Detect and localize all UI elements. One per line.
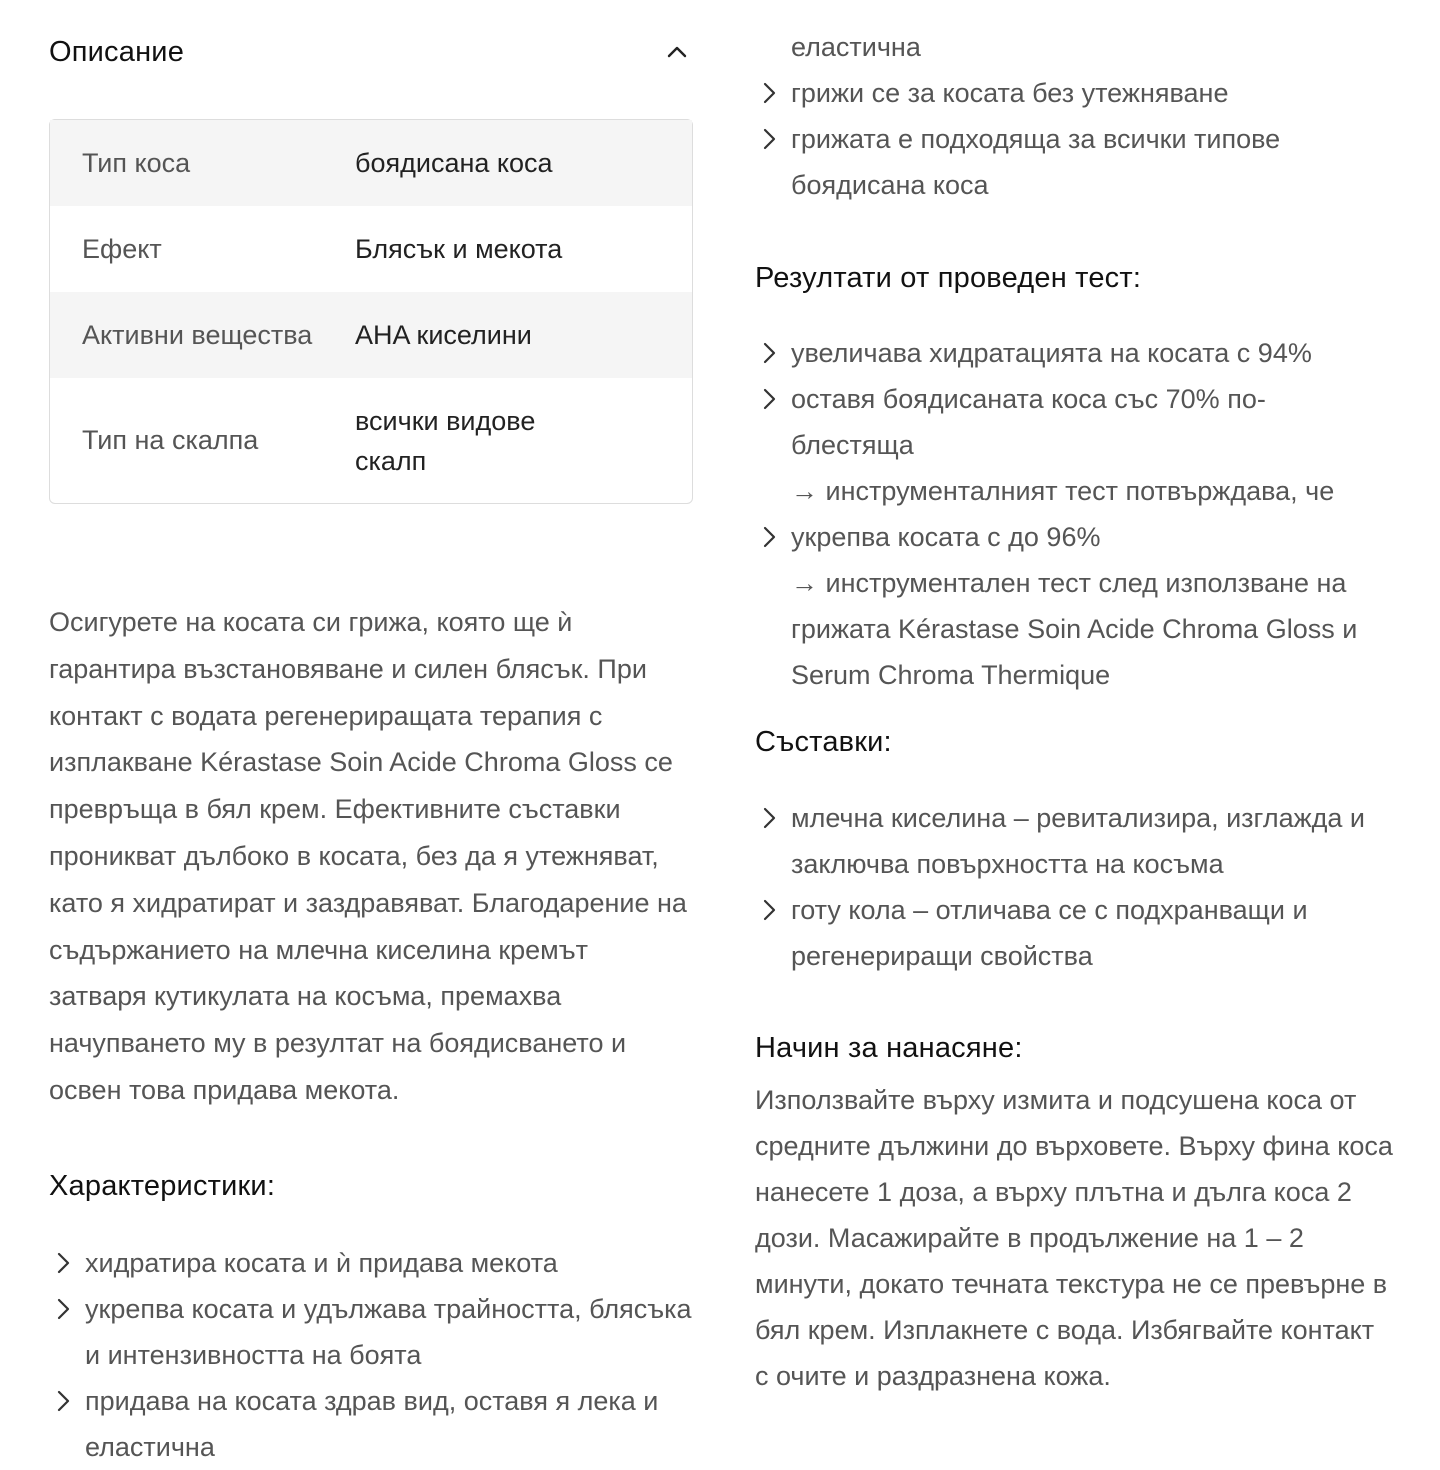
chevron-right-icon [53, 1297, 73, 1321]
spec-row [50, 120, 692, 206]
feature-text: грижата е подходяща за всички типове боядисана коса [791, 124, 1281, 200]
test-results-list [755, 330, 1395, 698]
features-list [49, 1240, 693, 1470]
test-results-title: Резултати от проведен тест: [755, 262, 1142, 294]
feature-text: хидратира косата и ѝ придава мекота [85, 1248, 558, 1278]
ingredient-text: готу кола – отличава се с подхранващи и регенериращи свойства [791, 895, 1308, 971]
spec-label: Тип на скалпа [82, 425, 259, 455]
description-accordion-header[interactable] [49, 30, 693, 74]
spec-value: AHA киселини [355, 320, 532, 350]
list-item [49, 1378, 693, 1470]
chevron-right-icon [53, 1389, 73, 1413]
spec-value: всички видове скалп [355, 405, 536, 476]
features-continued [755, 24, 1395, 208]
feature-continuation-text: еластична [791, 32, 921, 62]
features-list-viewport [49, 1240, 693, 1462]
list-item [755, 70, 1395, 116]
usage-text: Използвайте върху измита и подсушена коса от средните дължини до върховете. Върху фина коса нанесете 1 доза, а върху плътна и дълга коса 2 дози. Масажирайте в продължение на 1 – 2 минути, докато течната текстура не се превърне в бял крем. Изплакнете с вода. Избягвайте контакт с очите и раздразнена кожа. [755, 1085, 1393, 1391]
test-results-viewport [755, 330, 1395, 710]
result-text: оставя боядисаната коса със 70% по-блестяща [791, 384, 1266, 460]
list-item [49, 1286, 693, 1378]
list-item [755, 376, 1395, 514]
spec-row [50, 378, 692, 503]
chevron-up-icon[interactable] [663, 38, 691, 66]
spec-table [49, 119, 693, 504]
ingredients-viewport [755, 795, 1395, 979]
feature-text: придава на косата здрав вид, оставя я лека и еластична [85, 1386, 659, 1462]
features-title: Характеристики: [49, 1170, 276, 1202]
chevron-right-icon [759, 341, 779, 365]
spec-row [50, 292, 692, 378]
spec-label: Активни вещества [82, 319, 313, 350]
result-text: увеличава хидратацията на косата с 94% [791, 338, 1312, 368]
list-item [755, 795, 1395, 887]
description-title: Описание [49, 35, 185, 68]
result-note: → инструментален тест след използване на грижата Kérastase Soin Acide Chroma Gloss и Serum Chroma Thermique [791, 568, 1358, 690]
ingredients-list [755, 795, 1395, 979]
chevron-right-icon [53, 1251, 73, 1275]
list-item [755, 116, 1395, 208]
list-item [755, 330, 1395, 376]
list-item [49, 1240, 693, 1286]
feature-text: укрепва косата и удължава трайността, блясъка и интензивността на боята [85, 1294, 692, 1370]
result-text: укрепва косата с до 96% [791, 522, 1101, 552]
spec-value: боядисана коса [355, 148, 553, 178]
chevron-right-icon [759, 81, 779, 105]
ingredient-text: млечна киселина – ревитализира, изглажда и заключва повърхността на косъма [791, 803, 1366, 879]
list-item [755, 887, 1395, 979]
chevron-right-icon [759, 525, 779, 549]
features-list-continued [755, 70, 1395, 208]
chevron-right-icon [759, 898, 779, 922]
chevron-right-icon [759, 127, 779, 151]
spec-label: Тип коса [82, 147, 191, 178]
spec-label: Ефект [82, 233, 162, 264]
spec-value: Блясък и мекота [355, 234, 563, 264]
chevron-right-icon [759, 806, 779, 830]
list-item [755, 514, 1395, 698]
ingredients-title: Съставки: [755, 726, 892, 758]
result-note: → инструменталният тест потвърждава, че [791, 476, 1335, 506]
description-text: Осигурете на косата си грижа, която ще ѝ гарантира възстановяване и силен блясък. При контакт с водата регенериращата терапия с изплакване Kérastase Soin Acide Chroma Gloss се превръща в бял крем. Ефективните съставки проникват дълбоко в косата, без да я утежняват, като я хидратират и заздравяват. Благодарение на съдържанието на млечна киселина кремът затваря кутикулата на косъма, премахва начупването му в резултат на боядисването и освен това придава мекота. [49, 607, 687, 1105]
spec-row [50, 206, 692, 292]
usage-title: Начин за нанасяне: [755, 1032, 1023, 1064]
chevron-right-icon [759, 387, 779, 411]
feature-text: грижи се за косата без утежняване [791, 78, 1229, 108]
